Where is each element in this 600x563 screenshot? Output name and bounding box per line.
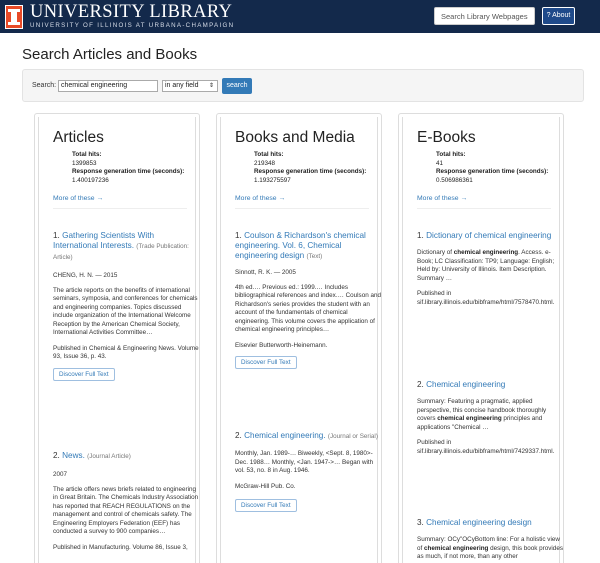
result-abstract: Monthly, Jan. 1989-… Biweekly, <Sept. 8, 1980>-Dec. 1988… Monthly, <Jan. 1947->… Began with vol. 53, no. 8 in Aug. 1946. <box>235 450 374 474</box>
result-item <box>417 518 564 562</box>
brand-subtitle: UNIVERSITY OF ILLINOIS AT URBANA-CHAMPAIGN <box>30 22 235 29</box>
result-type: (Trade Publication: Article) <box>53 243 189 261</box>
result-item <box>53 451 200 552</box>
result-number: 3. <box>417 518 424 527</box>
library-logo[interactable] <box>5 4 234 29</box>
block-i-icon <box>5 5 23 29</box>
discover-full-text-button[interactable]: Discover Full Text <box>235 356 297 369</box>
result-publication: Published in Manufacturing. Volume 86, Issue 3, <box>53 543 188 551</box>
total-hits-label: Total hits: <box>72 151 102 158</box>
response-time-value: 1.193275597 <box>254 176 291 184</box>
response-time-label: Response generation time (seconds): <box>254 168 367 175</box>
response-time-value: 0.506986361 <box>436 176 473 184</box>
discover-full-text-button[interactable]: Discover Full Text <box>53 368 115 381</box>
column-heading: E-Books <box>417 129 476 146</box>
search-label: Search: <box>32 82 57 89</box>
total-hits-label: Total hits: <box>436 151 466 158</box>
result-title-link[interactable]: News. <box>62 451 85 460</box>
result-publisher: Elsevier Butterworth-Heinemann. <box>235 341 328 349</box>
result-item <box>53 231 200 381</box>
response-time-label: Response generation time (seconds): <box>436 168 549 175</box>
result-title-link[interactable]: Coulson & Richardson's chemical engineering. Vol. 6, Chemical engineering design <box>235 231 366 260</box>
hit-stats <box>254 151 366 185</box>
result-number: 1. <box>417 231 424 240</box>
result-item <box>417 231 564 307</box>
hit-stats <box>72 151 184 185</box>
divider <box>417 208 551 209</box>
result-number: 1. <box>53 231 60 240</box>
articles-column <box>34 113 200 563</box>
result-item <box>235 231 382 369</box>
result-title-link[interactable]: Chemical engineering <box>426 380 506 389</box>
result-publication: Published in sif.library.illinois.edu/bibframe/html/7578470.html. <box>417 290 555 306</box>
result-author: Sinnott, R. K. — 2005 <box>235 269 296 276</box>
total-hits-value: 41 <box>436 159 444 167</box>
result-title-link[interactable]: Gathering Scientists With International Interests. <box>53 231 155 250</box>
column-heading: Articles <box>53 129 104 146</box>
total-hits-value: 219348 <box>254 159 276 167</box>
result-item <box>417 380 564 456</box>
more-link[interactable]: More of these → <box>235 195 286 202</box>
top-navbar <box>0 0 600 33</box>
divider <box>53 208 187 209</box>
discover-full-text-button[interactable]: Discover Full Text <box>235 499 297 512</box>
result-title-link[interactable]: Chemical engineering design <box>426 518 532 527</box>
result-publisher: McGraw-Hill Pub. Co. <box>235 482 296 490</box>
response-time-value: 1.400197236 <box>72 176 109 184</box>
field-select[interactable] <box>162 80 218 92</box>
total-hits-label: Total hits: <box>254 151 284 158</box>
result-publication: Published in Chemical & Engineering News. Volume 93, Issue 36, p. 43. <box>53 344 199 360</box>
ebooks-column <box>398 113 564 563</box>
books-media-column <box>216 113 382 563</box>
result-title-link[interactable]: Chemical engineering. <box>244 431 326 440</box>
search-button[interactable]: search <box>222 78 252 94</box>
brand-title: UNIVERSITY LIBRARY <box>30 2 233 22</box>
response-time-label: Response generation time (seconds): <box>72 168 185 175</box>
more-link[interactable]: More of these → <box>53 195 104 202</box>
result-author: CHENG, H. N. — 2015 <box>53 272 118 279</box>
result-year: 2007 <box>53 471 68 478</box>
result-abstract: The article reports on the benefits of international seminars, symposia, and conferences for chemicals and engineering companies. Topics discussed include organization of the International Welcome Reception by the American Chemical Society, International Activities Committee… <box>53 286 198 336</box>
divider <box>235 208 369 209</box>
result-abstract: The article offers news briefs related to engineering in Great Britain. The Chemicals Industry Association has reported that REACH REGULATIONS on the management and control of chemicals safety. The Engineering Employers Federation (EEF) has conducted a survey to 900 companies… <box>53 485 199 535</box>
result-type: (Text) <box>306 253 323 260</box>
total-hits-value: 1399853 <box>72 159 97 167</box>
result-abstract: Dictionary of chemical engineering. Access. e-Book; LC Classification: TP9; Language: English; Held by: University of Illinois. Item Description. Summary … <box>417 249 555 282</box>
result-type: (Journal or Serial) <box>327 433 378 440</box>
search-input[interactable]: chemical engineering <box>58 80 158 92</box>
column-heading: Books and Media <box>235 129 355 146</box>
more-link[interactable]: More of these → <box>417 195 468 202</box>
about-button[interactable]: ? About <box>542 7 575 25</box>
result-abstract: Summary: Featuring a pragmatic, applied perspective, this concise handbook thoroughly covers chemical engineering principles and applications "Chemical … <box>417 398 547 431</box>
select-arrows-icon: ⇕ <box>208 83 214 89</box>
result-number: 2. <box>53 451 60 460</box>
search-form <box>22 69 584 102</box>
library-webpages-search-input[interactable]: Search Library Webpages <box>434 7 535 25</box>
result-type: (Journal Article) <box>87 453 131 460</box>
brand <box>30 4 234 29</box>
result-number: 1. <box>235 231 242 240</box>
result-abstract: 4th ed.… Previous ed.: 1999.… Includes bibliographical references and index.… Coulson and Richardson's series provides the student with an account of the fundamentals of chemical engineering. This volume covers the application of chemical engineering principles… <box>235 283 381 333</box>
result-title-link[interactable]: Dictionary of chemical engineering <box>426 231 552 240</box>
result-number: 2. <box>235 431 242 440</box>
result-publication: Published in sif.library.illinois.edu/bibframe/html/7429337.html. <box>417 439 555 455</box>
hit-stats <box>436 151 548 185</box>
field-select-value: in any field <box>165 82 199 89</box>
page-title: Search Articles and Books <box>22 46 198 63</box>
result-number: 2. <box>417 380 424 389</box>
result-item <box>235 431 382 512</box>
result-abstract: Summary: OCy"OCyBottom line: For a holistic view of chemical engineering design, this book provides as much, if not more, than any other <box>417 536 563 560</box>
